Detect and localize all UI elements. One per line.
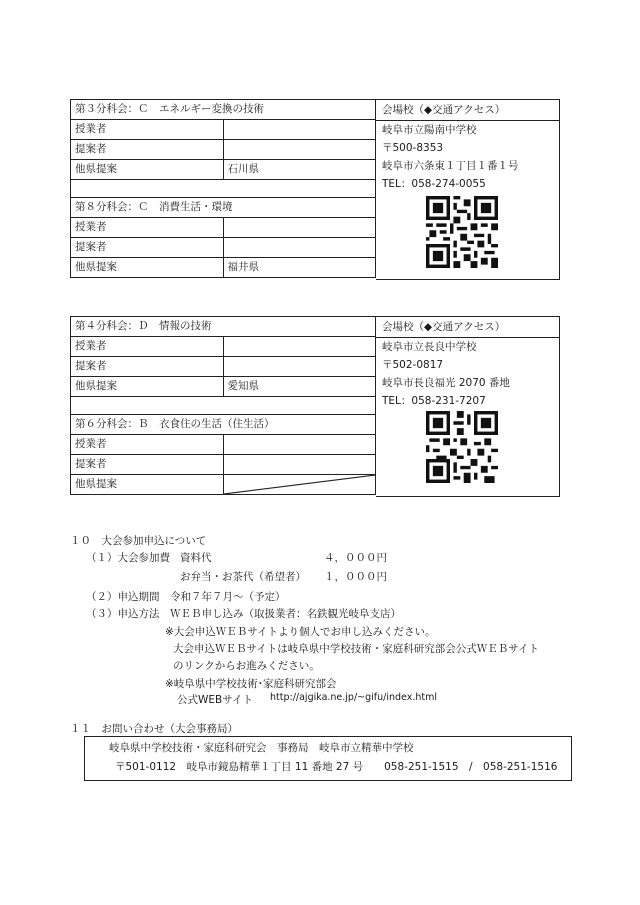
application-method: （３）申込方法 ＷＥＢ申し込み（取扱業者：名鉄観光岐阜支店） [86, 608, 401, 620]
fee-2-amount: １，０００円 [324, 571, 387, 583]
fee-1-amount: ４，０００円 [324, 552, 387, 564]
venue-tel: TEL：058-274-0055 [382, 178, 486, 190]
other-prefecture-label: 他県提案 [71, 377, 224, 397]
contact-office: 岐阜県中学校技術・家庭科研究会 事務局 岐阜市立精華中学校 [109, 742, 414, 754]
proposer-label: 提案者 [71, 140, 224, 160]
venue-box-1 [376, 99, 560, 280]
qr-code-icon[interactable] [426, 411, 498, 483]
section-10-heading: １０ 大会参加申込について [70, 535, 207, 547]
session-title: 第８分科会：Ｃ 消費生活・環境 [71, 198, 376, 218]
other-prefecture-label: 他県提案 [71, 258, 224, 278]
section-11-heading: １１ お問い合わせ（大会事務局） [70, 723, 238, 735]
instructor-value [223, 337, 376, 357]
instructor-label: 授業者 [71, 218, 224, 238]
strike-diagonal [224, 475, 376, 494]
venue-address: 岐阜市長良福光 2070 番地 [382, 377, 510, 389]
proposer-value [223, 140, 376, 160]
fee-1-name: 資料代 [180, 552, 212, 564]
proposer-label: 提案者 [71, 455, 224, 475]
other-prefecture-value: 福井県 [223, 258, 376, 278]
session-title: 第３分科会：Ｃ エネルギー変換の技術 [71, 100, 376, 120]
instructor-label: 授業者 [71, 120, 224, 140]
instructor-label: 授業者 [71, 337, 224, 357]
note-website-link: 大会申込ＷＥＢサイトは岐阜県中学校技術・家庭科研究部会公式ＷＥＢサイト [173, 643, 540, 655]
proposer-value [223, 357, 376, 377]
note-org: ※岐阜県中学校技術･家庭科研究部会 [165, 678, 337, 690]
venue-box-2 [376, 316, 560, 497]
venue-name: 岐阜市立陽南中学校 [382, 124, 477, 136]
fee-2-name: お弁当・お茶代（希望者） [180, 571, 306, 583]
proposer-value [223, 455, 376, 475]
session-title: 第６分科会：Ｂ 衣食住の生活（住生活） [71, 415, 376, 435]
instructor-label: 授業者 [71, 435, 224, 455]
table-spacer [71, 397, 376, 415]
site-url-link[interactable]: http://ajgika.ne.jp/~gifu/index.html [270, 692, 438, 703]
note-website-link-cont: のリンクからお進みください。 [173, 660, 320, 672]
session-title: 第４分科会：Ｄ 情報の技術 [71, 317, 376, 337]
venue-heading: 会場校（◆交通アクセス） [376, 100, 559, 121]
contact-address-phone: 〒501-0112 岐阜市鏡島精華１丁目 11 番地 27 号 058-251-1515 / 058-251-1516 [115, 761, 558, 773]
fee-label: （１）大会参加費 [86, 552, 170, 564]
table-spacer [71, 180, 376, 198]
application-period: （２）申込期間 令和７年７月～（予定） [86, 591, 286, 603]
venue-zip: 〒502-0817 [382, 359, 444, 371]
session-table-1 [70, 99, 376, 278]
venue-tel: TEL：058-231-7207 [382, 395, 486, 407]
proposer-label: 提案者 [71, 238, 224, 258]
instructor-value [223, 435, 376, 455]
session-table-2 [70, 316, 376, 495]
other-prefecture-value: 愛知県 [223, 377, 376, 397]
site-label: 公式WEBサイト [177, 694, 253, 706]
other-prefecture-label: 他県提案 [71, 475, 224, 495]
other-prefecture-value: 石川県 [223, 160, 376, 180]
note-individual-apply: ※大会申込ＷＥＢサイトより個人でお申し込みください。 [165, 626, 436, 638]
other-prefecture-value [223, 475, 376, 495]
venue-name: 岐阜市立長良中学校 [382, 341, 477, 353]
instructor-value [223, 218, 376, 238]
contact-box [84, 736, 572, 781]
venue-address: 岐阜市六条東１丁目１番１号 [382, 160, 519, 172]
other-prefecture-label: 他県提案 [71, 160, 224, 180]
qr-code-icon[interactable] [426, 196, 498, 268]
venue-zip: 〒500-8353 [382, 142, 444, 154]
proposer-value [223, 238, 376, 258]
instructor-value [223, 120, 376, 140]
venue-heading: 会場校（◆交通アクセス） [376, 317, 559, 338]
proposer-label: 提案者 [71, 357, 224, 377]
